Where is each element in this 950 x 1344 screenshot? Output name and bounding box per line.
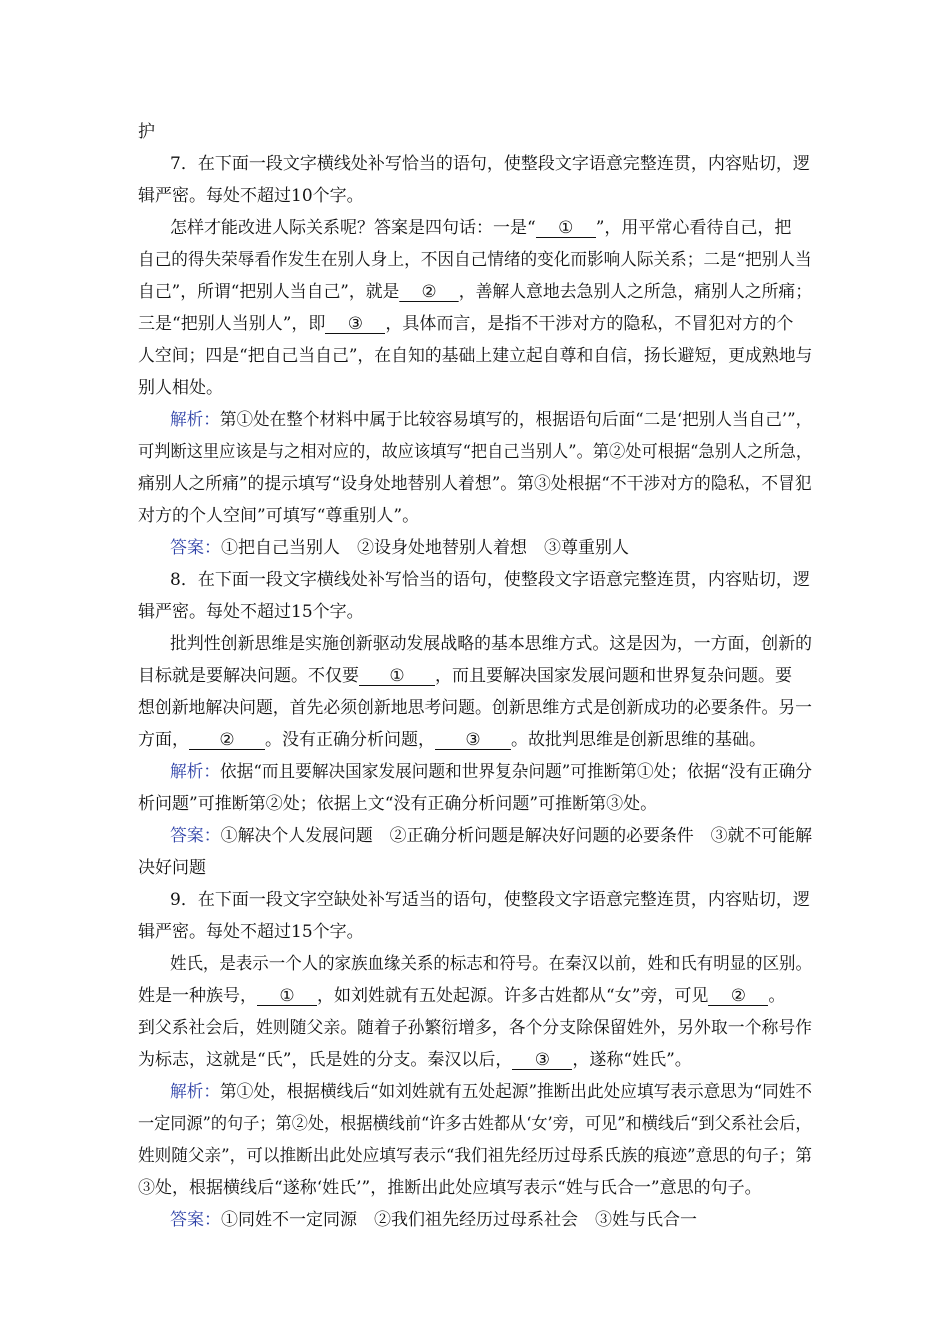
analysis-line xyxy=(138,441,812,463)
text-span: ①解决个人发展问题 ②正确分析问题是解决好问题的必要条件 ③就不可能解 xyxy=(220,826,812,846)
text-span: 辑严密。每处不超过15个字。 xyxy=(138,922,364,942)
answer-line xyxy=(170,537,629,559)
text-line xyxy=(138,121,155,143)
question-8-prompt-cont xyxy=(138,601,364,623)
text-span: 。没有正确分析问题， xyxy=(265,730,435,750)
analysis-line xyxy=(138,1145,812,1167)
text-span: ①同姓不一定同源 ②我们祖先经历过母系社会 ③姓与氏合一 xyxy=(221,1210,697,1230)
text-span: 痛别人之所痛”的提示填写“设身处地替别人着想”。第③处根据“不干涉对方的隐私，不冒犯 xyxy=(138,474,812,494)
text-span: ，而且要解决国家发展问题和世界复杂问题。要 xyxy=(435,666,792,686)
answer-line xyxy=(170,825,812,847)
text-span: ，善解人意地去急别人之所急，痛别人之所痛； xyxy=(458,282,813,302)
text-span: 第①处，根据横线后“如刘姓就有五处起源”推断出此处应填写表示意思为“同姓不 xyxy=(219,1082,813,1102)
passage-line xyxy=(170,953,812,975)
text-span: ，遂称“姓氏”。 xyxy=(572,1050,692,1070)
answer-label: 答案： xyxy=(170,1210,221,1230)
text-span: 7．在下面一段文字横线处补写恰当的语句，使整段文字语意完整连贯，内容贴切，逻 xyxy=(170,154,810,174)
text-span: 三是“把别人当别人”，即 xyxy=(138,314,326,334)
passage-line xyxy=(138,345,812,367)
text-span: 到父系社会后，姓则随父亲。随着子孙繁衍增多，各个分支除保留姓外，另外取一个称号作 xyxy=(138,1018,813,1038)
text-span: 可判断这里应该是与之相对应的，故应该填写“把自己当别人”。第②处可根据“急别人之所急， xyxy=(138,442,813,462)
passage-line xyxy=(138,665,792,687)
text-span: ③处，根据横线后“遂称‘姓氏’”，推断出此处应填写表示“姓与氏合一”意思的句子。 xyxy=(138,1178,762,1198)
text-span: 批判性创新思维是实施创新驱动发展战略的基本思维方式。这是因为，一方面，创新的 xyxy=(170,634,812,654)
text-span: 8．在下面一段文字横线处补写恰当的语句，使整段文字语意完整连贯，内容贴切，逻 xyxy=(170,570,810,590)
text-span: 姓氏，是表示一个人的家族血缘关系的标志和符号。在秦汉以前，姓和氏有明显的区别。 xyxy=(170,954,812,974)
answer-label: 答案： xyxy=(170,826,221,846)
passage-line xyxy=(138,729,766,751)
text-span: 9．在下面一段文字空缺处补写适当的语句，使整段文字语意完整连贯，内容贴切，逻 xyxy=(170,890,810,910)
fill-blank-2: ② xyxy=(399,283,458,302)
question-9-prompt-cont xyxy=(138,921,364,943)
text-span: 一定同源”的句子；第②处，根据横线前“许多古姓都从‘女’旁，可见”和横线后“到父系社会后， xyxy=(138,1114,812,1134)
answer-label: 答案： xyxy=(170,538,221,558)
text-span: 。 xyxy=(768,986,786,1006)
passage-line xyxy=(138,249,812,271)
text-span: 第①处在整个材料中属于比较容易填写的，根据语句后面“二是‘把别人当自己’”， xyxy=(219,410,813,430)
fill-blank-3: ③ xyxy=(325,315,385,334)
analysis-label: 解析： xyxy=(170,410,220,430)
passage-line xyxy=(138,985,785,1007)
fill-blank-1: ① xyxy=(257,987,317,1006)
analysis-line xyxy=(138,473,812,495)
passage-line xyxy=(170,217,791,239)
passage-line xyxy=(138,1049,692,1071)
analysis-line xyxy=(170,761,812,783)
text-span: 辑严密。每处不超过15个字。 xyxy=(138,602,364,622)
text-span: 别人相处。 xyxy=(138,378,223,398)
text-span: 方面， xyxy=(138,730,189,750)
passage-line xyxy=(138,313,793,335)
analysis-line xyxy=(138,1113,812,1135)
fill-blank-2: ② xyxy=(708,987,768,1006)
analysis-line xyxy=(170,1081,812,1103)
text-span: 人空间；四是“把自己当自己”，在自知的基础上建立起自尊和自信，扬长避短，更成熟地与 xyxy=(138,346,813,366)
text-span: 姓是一种族号， xyxy=(138,986,257,1006)
text-span: 目标就是要解决问题。不仅要 xyxy=(138,666,359,686)
fill-blank-1: ① xyxy=(536,219,596,238)
text-span: 析问题”可推断第②处；依据上文“没有正确分析问题”可推断第③处。 xyxy=(138,794,658,814)
text-span: 想创新地解决问题，首先必须创新地思考问题。创新思维方式是创新成功的必要条件。另一 xyxy=(138,698,813,718)
analysis-label: 解析： xyxy=(170,1082,220,1102)
analysis-line xyxy=(138,505,419,527)
text-span: 对方的个人空间”可填写“尊重别人”。 xyxy=(138,506,420,526)
fill-blank-1: ① xyxy=(359,667,435,686)
text-span: ，具体而言，是指不干涉对方的隐私，不冒犯对方的个 xyxy=(385,314,794,334)
passage-line xyxy=(138,281,812,303)
text-span: 依据“而且要解决国家发展问题和世界复杂问题”可推断第①处；依据“没有正确分 xyxy=(219,762,813,782)
answer-line xyxy=(138,857,206,879)
analysis-line xyxy=(138,1177,762,1199)
fill-blank-3: ③ xyxy=(435,731,511,750)
fill-blank-2: ② xyxy=(189,731,265,750)
analysis-label: 解析： xyxy=(170,762,220,782)
text-span: 决好问题 xyxy=(138,858,206,878)
question-7-prompt xyxy=(170,153,810,175)
text-span: 为标志，这就是“氏”，氏是姓的分支。秦汉以后， xyxy=(138,1050,513,1070)
question-9-prompt xyxy=(170,889,810,911)
analysis-line xyxy=(138,793,657,815)
text-span: ①把自己当别人 ②设身处地替别人着想 ③尊重别人 xyxy=(221,538,629,558)
fill-blank-3: ③ xyxy=(512,1051,572,1070)
passage-line xyxy=(138,377,223,399)
text-span: 护 xyxy=(138,122,155,142)
analysis-line xyxy=(170,409,812,431)
question-7-prompt-cont xyxy=(138,185,364,207)
text-span: 自己”，所谓“把别人当自己”，就是 xyxy=(138,282,400,302)
text-span: 怎样才能改进人际关系呢？答案是四句话：一是“ xyxy=(170,218,536,238)
text-span: 。故批判思维是创新思维的基础。 xyxy=(511,730,766,750)
passage-line xyxy=(138,697,812,719)
passage-line xyxy=(170,633,812,655)
answer-line xyxy=(170,1209,697,1231)
text-span: 姓则随父亲”，可以推断出此处应填写表示“我们祖先经历过母系氏族的痕迹”意思的句子；第 xyxy=(138,1146,813,1166)
text-span: 辑严密。每处不超过10个字。 xyxy=(138,186,364,206)
question-8-prompt xyxy=(170,569,810,591)
text-span: ”，用平常心看待自己，把 xyxy=(595,218,792,238)
text-span: ，如刘姓就有五处起源。许多古姓都从“女”旁，可见 xyxy=(317,986,709,1006)
passage-line xyxy=(138,1017,812,1039)
text-span: 自己的得失荣辱看作发生在别人身上，不因自己情绪的变化而影响人际关系；二是“把别人当 xyxy=(138,250,812,270)
